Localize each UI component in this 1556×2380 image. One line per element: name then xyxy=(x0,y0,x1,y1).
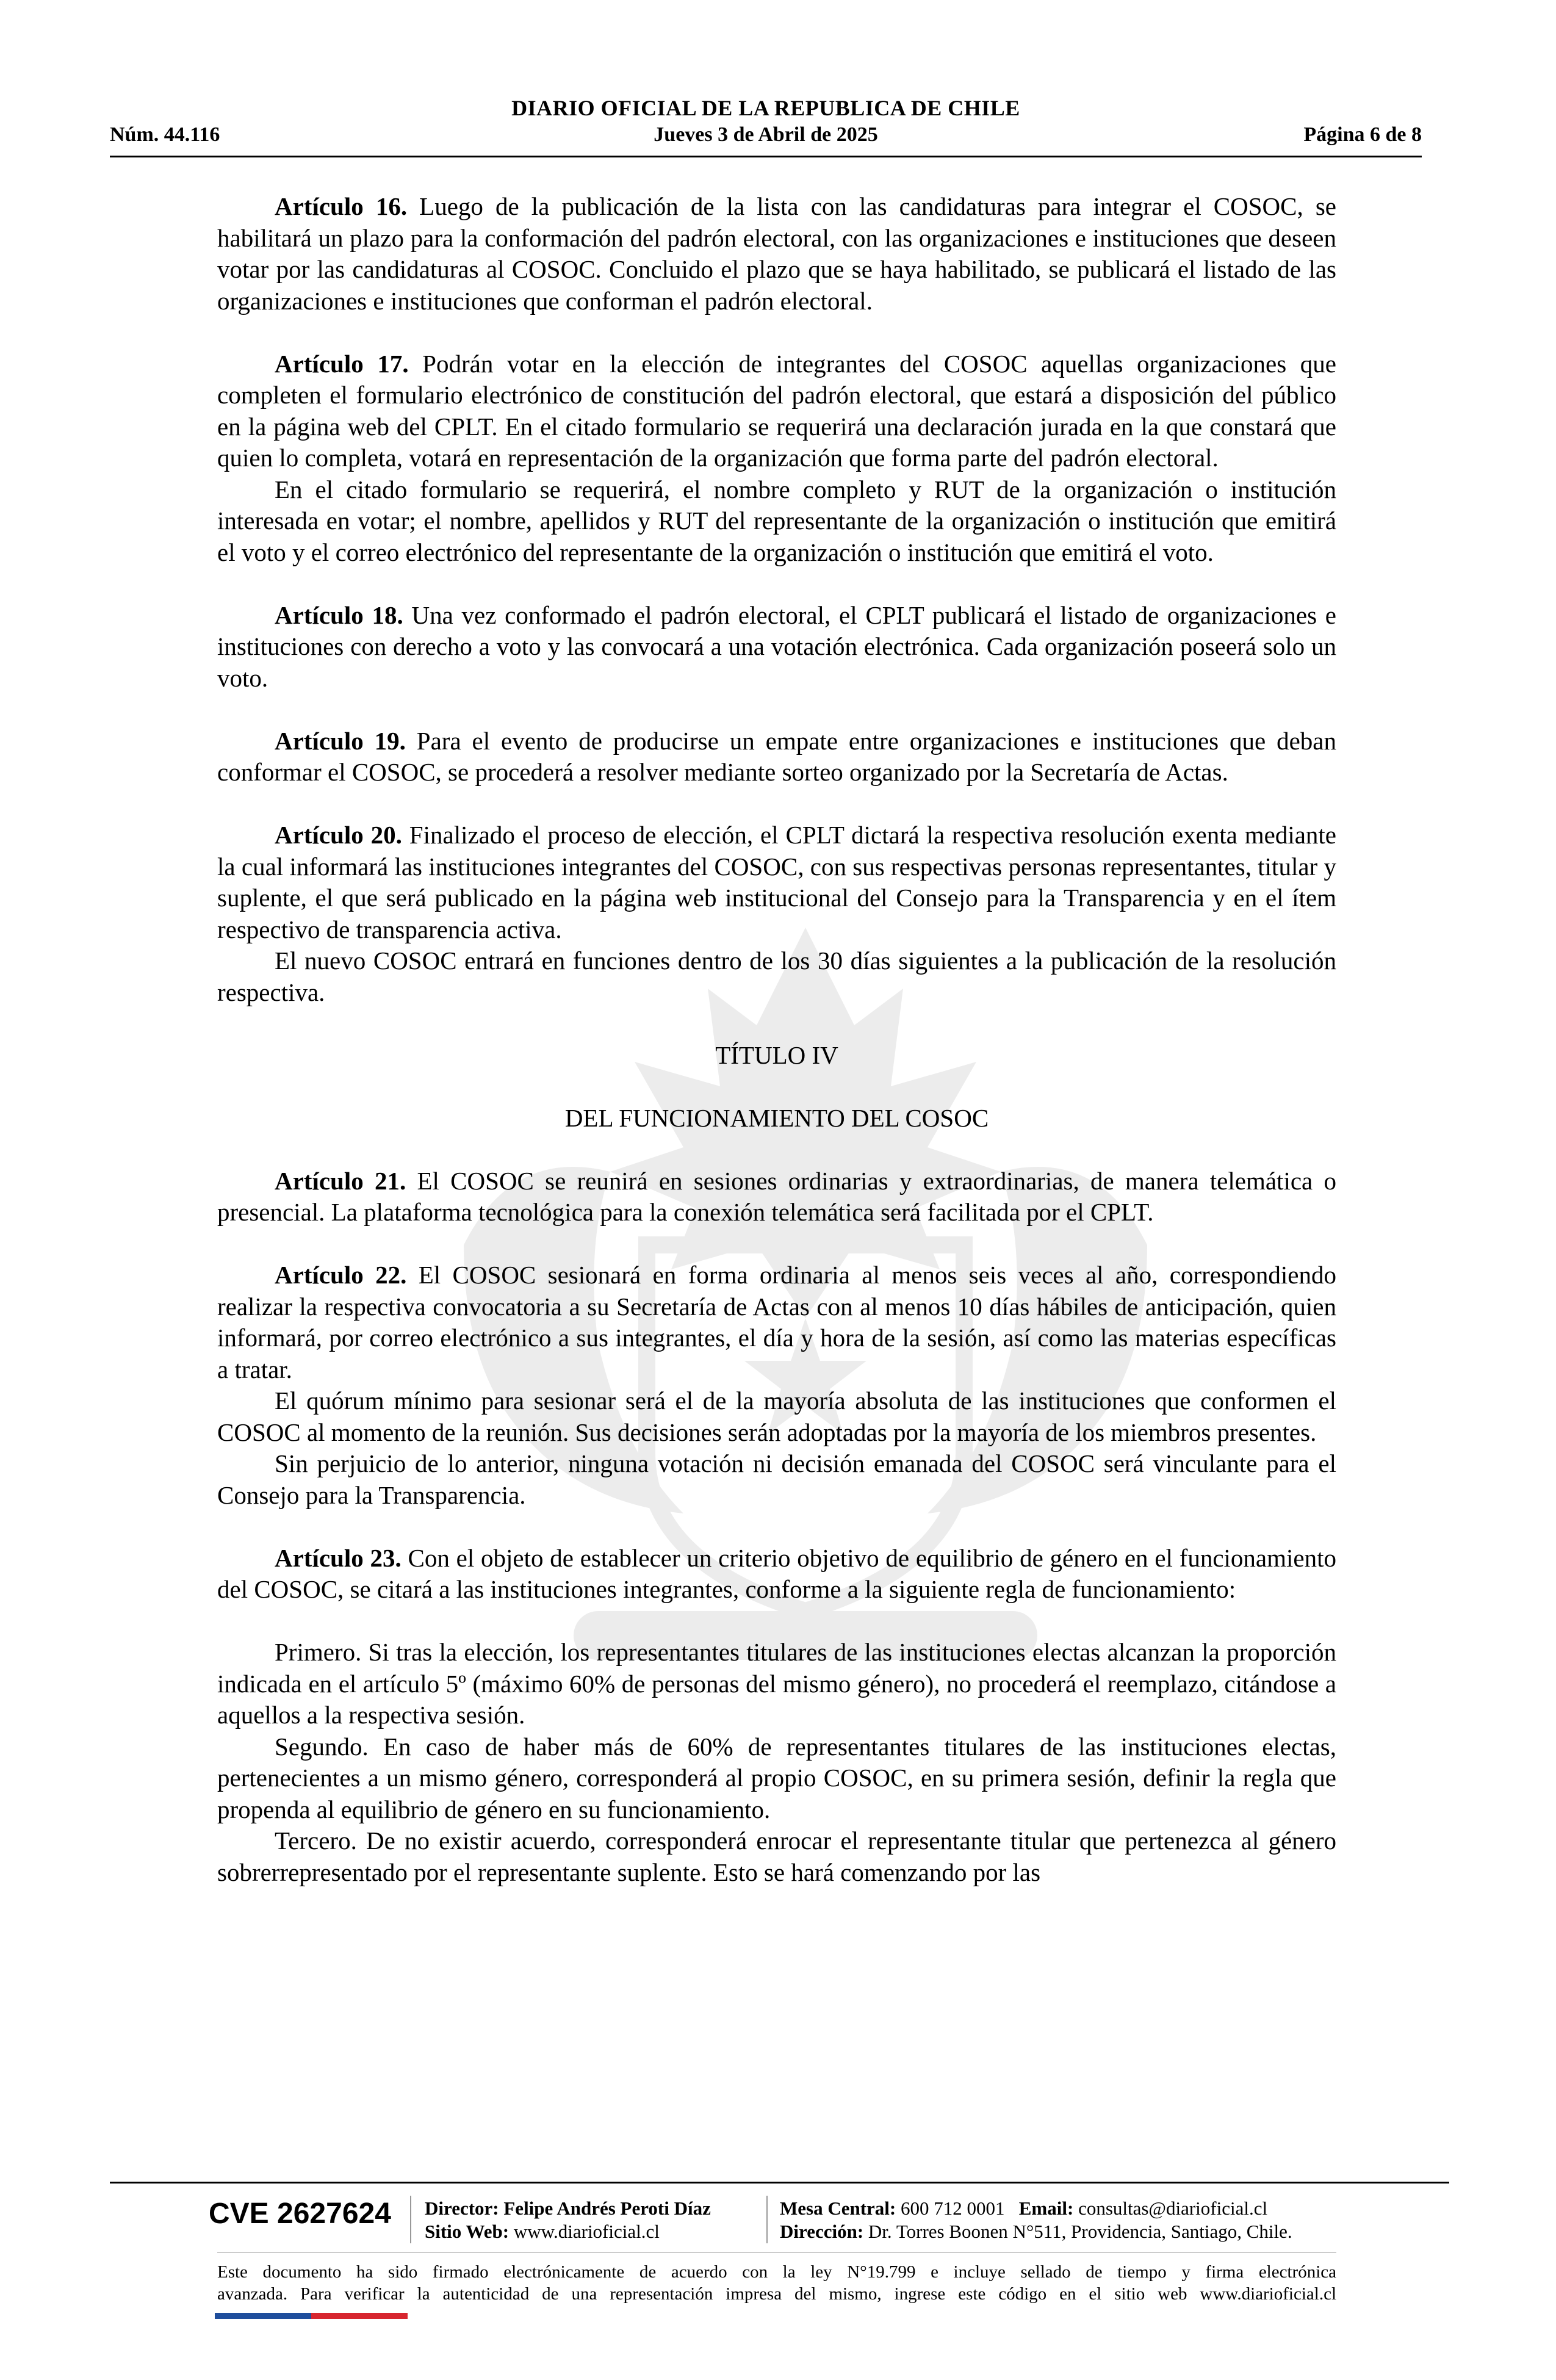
paragraph-text: Tercero. De no existir acuerdo, corresponderá enrocar el representante titular que pertenezca al género sobrerrepresentado por el representante suplente. Esto se hará comenzando por las xyxy=(217,1826,1336,1886)
paragraph xyxy=(217,945,1336,1008)
paragraph-text: El nuevo COSOC entrará en funciones dentro de los 30 días siguientes a la publicación de la resolución respectiva. xyxy=(217,947,1336,1006)
footer-contact-block xyxy=(780,2197,1292,2243)
paragraph-text: En el citado formulario se requerirá, el nombre completo y RUT de la organización o institución interesada en votar; el nombre, apellidos y RUT del representante de la organización o institución que emitirá el voto y el correo electrónico del representante de la organización o institución que emitirá el voto. xyxy=(217,475,1336,566)
flag-blue-stripe xyxy=(215,2313,311,2319)
paragraph xyxy=(217,1731,1336,1826)
site-link[interactable]: www.diarioficial.cl xyxy=(513,2221,660,2242)
article-label: Artículo 19. xyxy=(275,726,406,755)
mesa-phone: 600 712 0001 xyxy=(901,2198,1005,2219)
site-label: Sitio Web: xyxy=(425,2221,510,2242)
article-label: Artículo 21. xyxy=(275,1166,406,1195)
page-header xyxy=(110,92,1422,159)
article-label: Artículo 22. xyxy=(275,1261,407,1289)
paragraph-text: Podrán votar en la elección de integrantes del COSOC aquellas organizaciones que completen el formulario electrónico de constitución del padrón electoral, que estará a disposición del público en la página web del CPLT. En el citado formulario se requerirá una declaración jurada en la que constará que quien lo completa, votará en representación de la organización que forma parte del padrón electoral. xyxy=(217,349,1336,472)
paragraph-text: Con el objeto de establecer un criterio objetivo de equilibrio de género en el funcionamiento del COSOC, se citará a las instituciones integrantes, conforme a la siguiente regla de funcionamiento: xyxy=(217,1543,1336,1603)
article-label: Artículo 23. xyxy=(275,1543,402,1572)
paragraph xyxy=(217,1260,1336,1385)
paragraph-text: Para el evento de producirse un empate entre organizaciones e instituciones que deban conformar el COSOC, se procederá a resolver mediante sorteo organizado por la Secretaría de Actas. xyxy=(217,726,1336,786)
paragraph xyxy=(217,348,1336,474)
paragraph xyxy=(217,1637,1336,1731)
footer-divider xyxy=(110,2182,1449,2183)
paragraph-text: Sin perjuicio de lo anterior, ninguna votación ni decisión emanada del COSOC será vinculante para el Consejo para la Transparencia. xyxy=(217,1449,1336,1509)
page-number: Página 6 de 8 xyxy=(1303,123,1422,146)
paragraph-text: El COSOC se reunirá en sesiones ordinarias y extraordinarias, de manera telemática o presencial. La plataforma tecnológica para la conexión telemática será facilitada por el CPLT. xyxy=(217,1166,1336,1226)
mesa-label: Mesa Central: xyxy=(780,2198,896,2219)
section-heading: TÍTULO IV xyxy=(715,1040,838,1069)
flag-stripe xyxy=(215,2313,408,2319)
paragraph xyxy=(217,1385,1336,1448)
footer-note-line: Este documento ha sido firmado electrónicamente de acuerdo con la ley N°19.799 e incluye sellado de tiempo y firma electrónica xyxy=(217,2262,1336,2282)
address-text: Dr. Torres Boonen N°511, Providencia, Santiago, Chile. xyxy=(868,2221,1292,2242)
paragraph xyxy=(217,820,1336,945)
paragraph xyxy=(217,1543,1336,1606)
paragraph xyxy=(217,474,1336,569)
paragraph-text: Primero. Si tras la elección, los representantes titulares de las instituciones electas alcanzan la proporción indicada en el artículo 5º (máximo 60% de personas del mismo género), no procederá el reemplazo, citándose a aquellos a la respectiva sesión. xyxy=(217,1638,1336,1729)
paragraph xyxy=(217,1448,1336,1511)
flag-red-stripe xyxy=(311,2313,408,2319)
paragraph-text: Una vez conformado el padrón electoral, el CPLT publicará el listado de organizaciones e instituciones con derecho a voto y las convocará a una votación electrónica. Cada organización poseerá solo un voto. xyxy=(217,600,1336,692)
paragraph xyxy=(217,726,1336,788)
article-label: Artículo 20. xyxy=(275,821,402,849)
paragraph xyxy=(217,1166,1336,1228)
email-link[interactable]: consultas@diarioficial.cl xyxy=(1078,2198,1268,2219)
director-label: Director: xyxy=(425,2198,499,2219)
article-label: Artículo 16. xyxy=(275,192,408,220)
paragraph-text: El COSOC sesionará en forma ordinaria al menos seis veces al año, correspondiendo realizar la respectiva convocatoria a su Secretaría de Actas con al menos 10 días hábiles de anticipación, quien informará, por correo electrónico a sus integrantes, el día y hora de la sesión, así como las materias específicas a tratar. xyxy=(217,1261,1336,1383)
section-subheading: DEL FUNCIONAMIENTO DEL COSOC xyxy=(564,1103,989,1132)
paragraph-text: Luego de la publicación de la lista con las candidaturas para integrar el COSOC, se habilitará un plazo para la conformación del padrón electoral, con las organizaciones e instituciones que deseen votar por las candidaturas al COSOC. Concluido el plazo que se haya habilitado, se publicará el listado de las organizaciones e instituciones que conforman el padrón electoral. xyxy=(217,192,1336,315)
paragraph xyxy=(217,191,1336,317)
issue-date: Jueves 3 de Abril de 2025 xyxy=(654,123,878,146)
email-label: Email: xyxy=(1018,2198,1074,2219)
article-label: Artículo 18. xyxy=(275,600,403,629)
footer-legal-note xyxy=(217,2261,1336,2305)
article-label: Artículo 17. xyxy=(275,349,409,378)
director-name: Felipe Andrés Peroti Díaz xyxy=(503,2198,711,2219)
footer-separator xyxy=(766,2196,768,2243)
paragraph-text: Finalizado el proceso de elección, el CPLT dictará la respectiva resolución exenta mediante la cual informará las instituciones integrantes del COSOC, con sus respectivas personas representantes, titular y suplente, el que será publicado en la página web institucional del Consejo para la Transparencia y en el ítem respectivo de transparencia activa. xyxy=(217,821,1337,943)
footer-director-block xyxy=(425,2197,711,2243)
gazette-title: DIARIO OFICIAL DE LA REPUBLICA DE CHILE xyxy=(511,96,1020,120)
paragraph xyxy=(217,1825,1336,1888)
header-divider xyxy=(110,156,1422,157)
address-label: Dirección: xyxy=(780,2221,864,2242)
footer-separator xyxy=(410,2196,411,2243)
footer-note-line: avanzada. Para verificar la autenticidad de una representación impresa del mismo, ingrese este código en el sitio web www.diarioficial.cl xyxy=(217,2284,1336,2304)
document-body xyxy=(217,191,1336,1888)
paragraph-text: El quórum mínimo para sesionar será el de la mayoría absoluta de las instituciones que conformen el COSOC al momento de la reunión. Sus decisiones serán adoptadas por la mayoría de los miembros presentes. xyxy=(217,1387,1336,1446)
paragraph-text: Segundo. En caso de haber más de 60% de representantes titulares de las instituciones electas, pertenecientes a un mismo género, corresponderá al propio COSOC, en su primera sesión, definir la regla que propenda al equilibrio de género en su funcionamiento. xyxy=(217,1732,1336,1823)
issue-number: Núm. 44.116 xyxy=(110,123,220,146)
paragraph xyxy=(217,600,1336,694)
cve-code: CVE 2627624 xyxy=(209,2198,391,2230)
